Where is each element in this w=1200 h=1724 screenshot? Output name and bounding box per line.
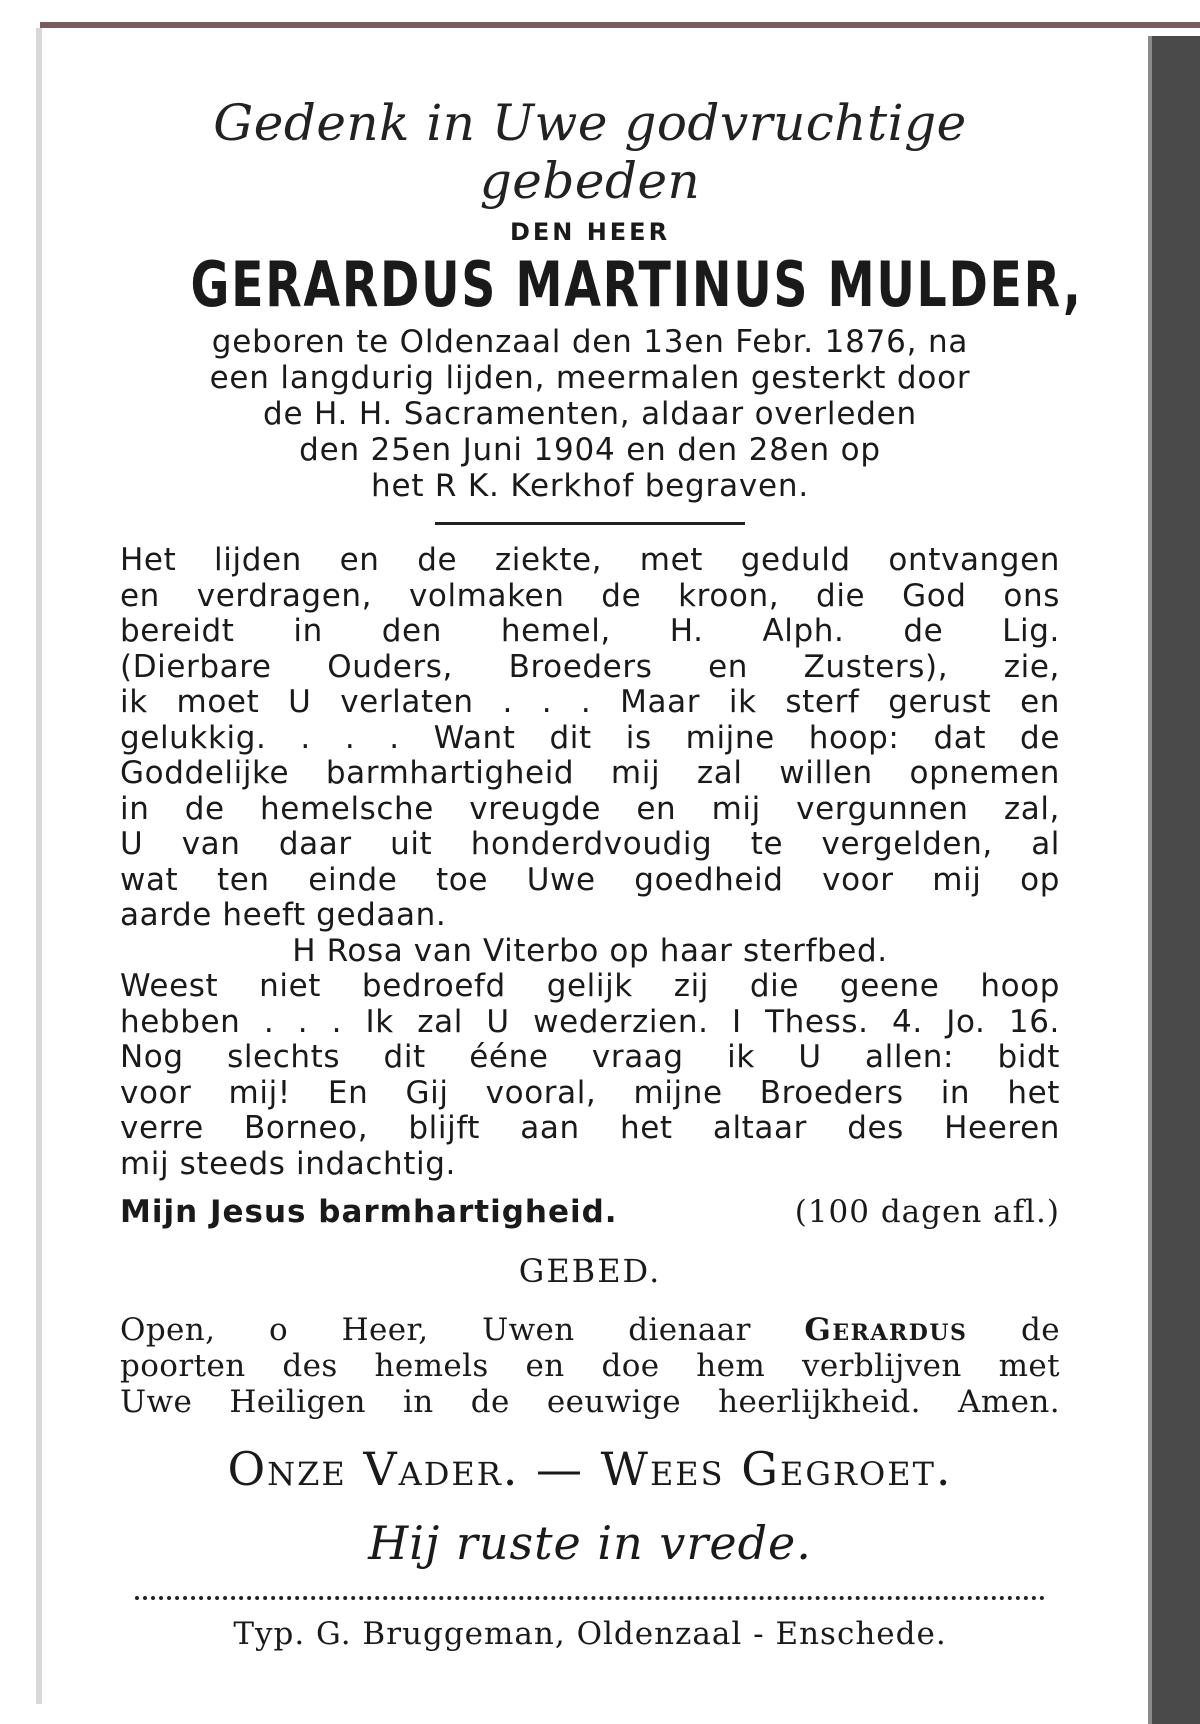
scripture-text (120, 543, 1060, 1182)
text-line: aarde heeft gedaan. (120, 897, 447, 933)
text-line: Het lijden en de ziekte, met geduld ontvangen (120, 542, 1060, 578)
indulgence-prayer: Mijn Jesus barmhartigheid. (120, 1194, 618, 1230)
text-line: mij steeds indachtig. (120, 1145, 456, 1182)
indulgence-days: (100 dagen afl.) (794, 1194, 1060, 1230)
den-heer-label: DEN HEER (509, 218, 671, 246)
bio-line: het R K. Kerkhof begraven. (371, 468, 809, 504)
prayer-name: Gerardus (804, 1312, 968, 1348)
scan-dark-border (1152, 36, 1200, 1724)
bio-line: de H. H. Sacramenten, aldaar overleden (262, 396, 917, 432)
text-line: ik moet U verlaten . . . Maar ik sterf gerust en (120, 684, 1060, 720)
bio-line: geboren te Oldenzaal den 13en Febr. 1876, na (211, 324, 969, 360)
text-line: bereidt in den hemel, H. Alph. de Lig. (120, 613, 1060, 649)
bio-line: den 25en Juni 1904 en den 28en op (299, 432, 881, 468)
rosa-quote: H Rosa van Viterbo op haar sterfbed. (292, 932, 888, 969)
memorial-card (120, 80, 1083, 1700)
text-line: in de hemelsche vreugde en mij vergunnen zal, (120, 790, 1060, 827)
text-line: gelukkig. . . . Want dit is mijne hoop: dat de (120, 719, 1060, 756)
prayer-text (120, 1312, 1060, 1420)
text-line: voor mij! En Gij vooral, mijne Broeders in het (120, 1074, 1060, 1111)
prayer-line: Uwe Heiligen in de eeuwige heerlijkheid. Amen. (120, 1384, 1060, 1420)
prayer-title: GEBED. (518, 1252, 662, 1290)
dotted-divider (135, 1596, 1045, 1600)
divider-rule (435, 522, 745, 525)
text-line: (Dierbare Ouders, Broeders en Zusters), zie, (120, 648, 1060, 685)
text-line: verre Borneo, blijft aan het altaar des Heeren (120, 1110, 1060, 1146)
text-line: Nog slechts dit ééne vraag ik U allen: bidt (120, 1039, 1060, 1075)
rest-in-peace: Hij ruste in vrede. (368, 1516, 812, 1570)
closing-prayers: Onze Vader. — Wees Gegroet. (227, 1442, 953, 1496)
prayer-line-start: Open, o Heer, Uwen dienaar (120, 1312, 751, 1348)
bio-line: een langdurig lijden, meermalen gesterkt door (209, 360, 971, 396)
text-line: en verdragen, volmaken de kroon, die God ons (120, 577, 1060, 614)
deceased-name: GERARDUS MARTINUS MULDER, (190, 248, 1083, 321)
headline: Gedenk in Uwe godvruchtige gebeden (213, 94, 967, 210)
text-line: wat ten einde toe Uwe goedheid voor mij op (120, 861, 1060, 898)
paper-left-shadow (36, 28, 42, 1704)
prayer-line-end: de (1020, 1312, 1060, 1348)
prayer-line: poorten des hemels en doe hem verblijven met (120, 1348, 1060, 1384)
text-line: Weest niet bedroefd gelijk zij die geene hoop (120, 968, 1060, 1004)
printer-credit: Typ. G. Bruggeman, Oldenzaal - Enschede. (233, 1616, 947, 1652)
text-line: Goddelijke barmhartigheid mij zal willen opnemen (120, 755, 1060, 791)
prayer-line (120, 1312, 1060, 1348)
text-line: U van daar uit honderdvoudig te vergelden, al (120, 826, 1060, 862)
text-line: hebben . . . Ik zal U wederzien. I Thess. 4. Jo. 16. (120, 1003, 1060, 1040)
paper-top-edge (40, 22, 1200, 28)
biography (120, 324, 1060, 504)
indulgence-line (120, 1194, 1060, 1230)
